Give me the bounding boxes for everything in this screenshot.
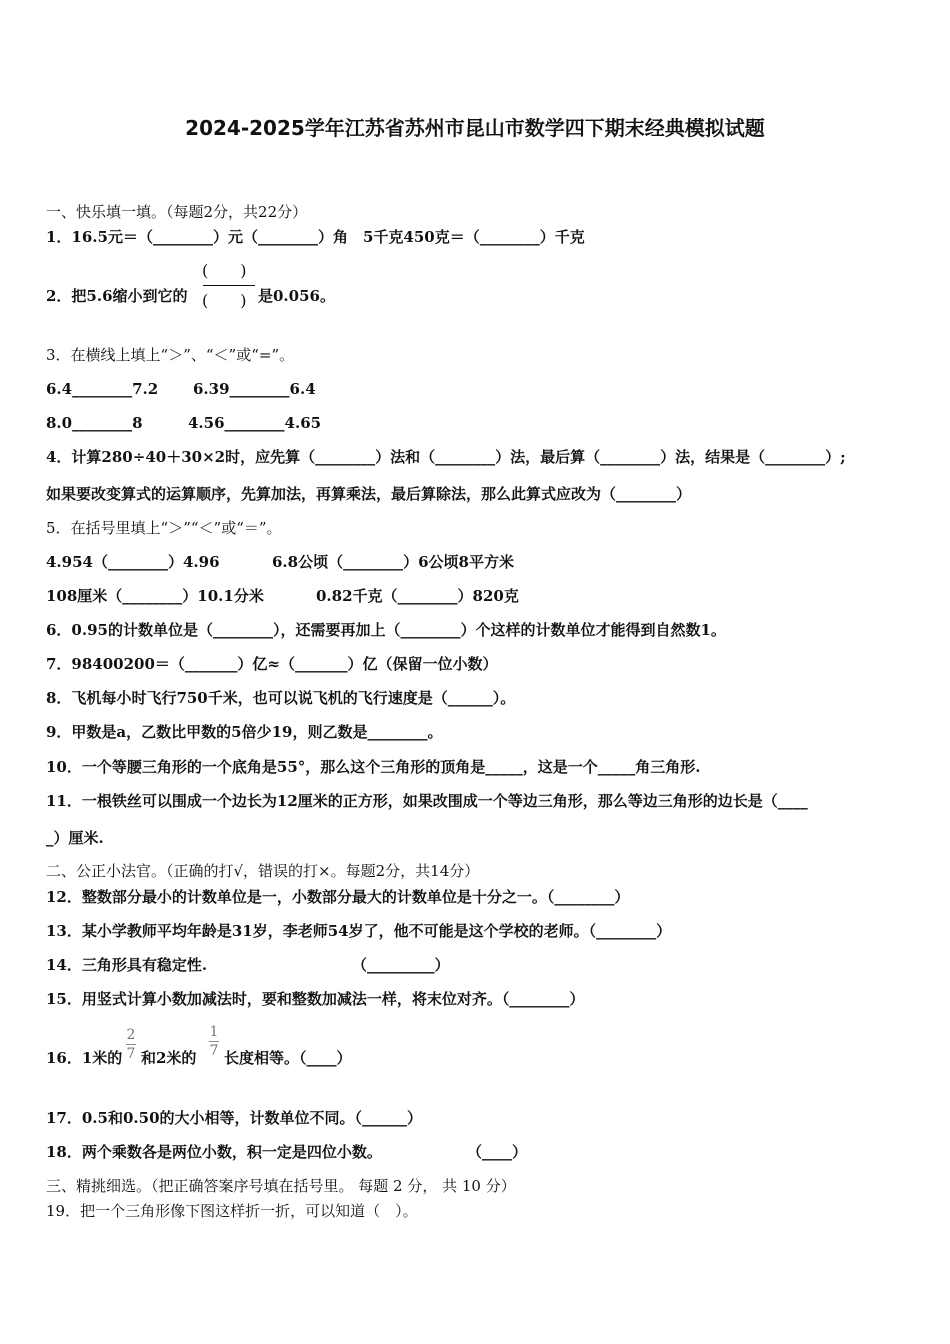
question-6: 6．0.95的计数单位是（________），还需要再加上（________）个这样的计数单位才能得到自然数1。 [46, 621, 726, 639]
fraction-two-sevenths [124, 1027, 138, 1062]
fraction-2-denominator: 7 [209, 1043, 219, 1059]
question-11-line2: _）厘米. [46, 829, 104, 847]
question-3-row1-a: 6.4________7.2 [46, 380, 159, 398]
question-10: 10．一个等腰三角形的一个底角是55°，那么这个三角形的顶角是_____，这是一个_____角三角形. [46, 758, 701, 776]
section1-header: 一、快乐填一填。（每题2分，共22分） [46, 203, 308, 221]
question-3-row1-b: 6.39________6.4 [193, 380, 316, 398]
question-12: 12．整数部分最小的计数单位是一，小数部分最大的计数单位是十分之一。（________） [46, 888, 630, 906]
question-14-blank: （_________） [352, 956, 450, 974]
question-9: 9．甲数是a，乙数比甲数的5倍少19，则乙数是________。 [46, 723, 443, 741]
fraction-one-seventh [207, 1024, 221, 1059]
question-7: 7．98400200＝（_______）亿≈（_______）亿（保留一位小数） [46, 655, 498, 673]
question-14-text: 14．三角形具有稳定性. [46, 956, 208, 974]
question-16-part-c: 长度相等。（____） [224, 1049, 352, 1067]
question-15: 15．用竖式计算小数加减法时，要和整数加减法一样，将末位对齐。（________） [46, 990, 585, 1008]
question-16-part-a: 16．1米的 [46, 1049, 123, 1067]
question-5-row2-a: 108厘米（________）10.1分米 [46, 587, 264, 605]
question-3-row2-b: 4.56________4.65 [188, 414, 322, 432]
question-16-part-b: 和2米的 [141, 1049, 197, 1067]
question-2-paren-bottom: ( ) [202, 291, 247, 310]
question-17: 17．0.5和0.50的大小相等，计数单位不同。（______） [46, 1109, 423, 1127]
section2-header: 二、公正小法官。（正确的打√，错误的打×。每题2分，共14分） [46, 862, 480, 880]
question-2-fraction-bar [203, 285, 255, 286]
question-5-row1-b: 6.8公顷（________）6公顷8平方米 [272, 553, 514, 571]
question-3-row2-a: 8.0________8 [46, 414, 143, 432]
page-title: 2024-2025学年江苏省苏州市昆山市数学四下期末经典模拟试题 [185, 116, 765, 140]
question-18-blank: （____） [467, 1143, 528, 1161]
question-2-paren-top: ( ) [202, 261, 247, 280]
fraction-2-bar [209, 1041, 219, 1042]
question-11-line1: 11．一根铁丝可以围成一个边长为12厘米的正方形，如果改围成一个等边三角形，那么等边三角形的边长是（____ [46, 792, 808, 810]
question-1: 1．16.5元＝（________）元（________）角 5千克450克＝（________）千克 [46, 228, 585, 246]
question-2-suffix: 是0.056。 [258, 287, 335, 305]
question-13: 13．某小学教师平均年龄是31岁，李老师54岁了，他不可能是这个学校的老师。（________） [46, 922, 672, 940]
question-5-row1-a: 4.954（________）4.96 [46, 553, 220, 571]
question-2-prefix: 2．把5.6缩小到它的 [46, 287, 188, 305]
question-8: 8．飞机每小时飞行750千米，也可以说飞机的飞行速度是（______）。 [46, 689, 516, 707]
question-5-row2-b: 0.82千克（________）820克 [316, 587, 519, 605]
question-18-text: 18．两个乘数各是两位小数，积一定是四位小数。 [46, 1143, 382, 1161]
question-3: 3．在横线上填上“＞”、“＜”或“=”。 [46, 346, 295, 364]
question-19: 19．把一个三角形像下图这样折一折，可以知道（ ）。 [46, 1202, 418, 1220]
section3-header: 三、精挑细选。（把正确答案序号填在括号里。 每题 2 分， 共 10 分） [46, 1177, 516, 1195]
fraction-1-bar [126, 1044, 136, 1045]
fraction-2-numerator: 1 [209, 1024, 219, 1040]
fraction-1-numerator: 2 [126, 1027, 136, 1043]
question-4-line1: 4．计算280÷40＋30×2时，应先算（________）法和（________）法，最后算（________）法，结果是（________）; [46, 448, 846, 466]
fraction-1-denominator: 7 [126, 1046, 136, 1062]
question-5: 5．在括号里填上“＞”“＜”或“＝”。 [46, 519, 282, 537]
question-4-line2: 如果要改变算式的运算顺序，先算加法，再算乘法，最后算除法，那么此算式应改为（________） [46, 485, 692, 503]
